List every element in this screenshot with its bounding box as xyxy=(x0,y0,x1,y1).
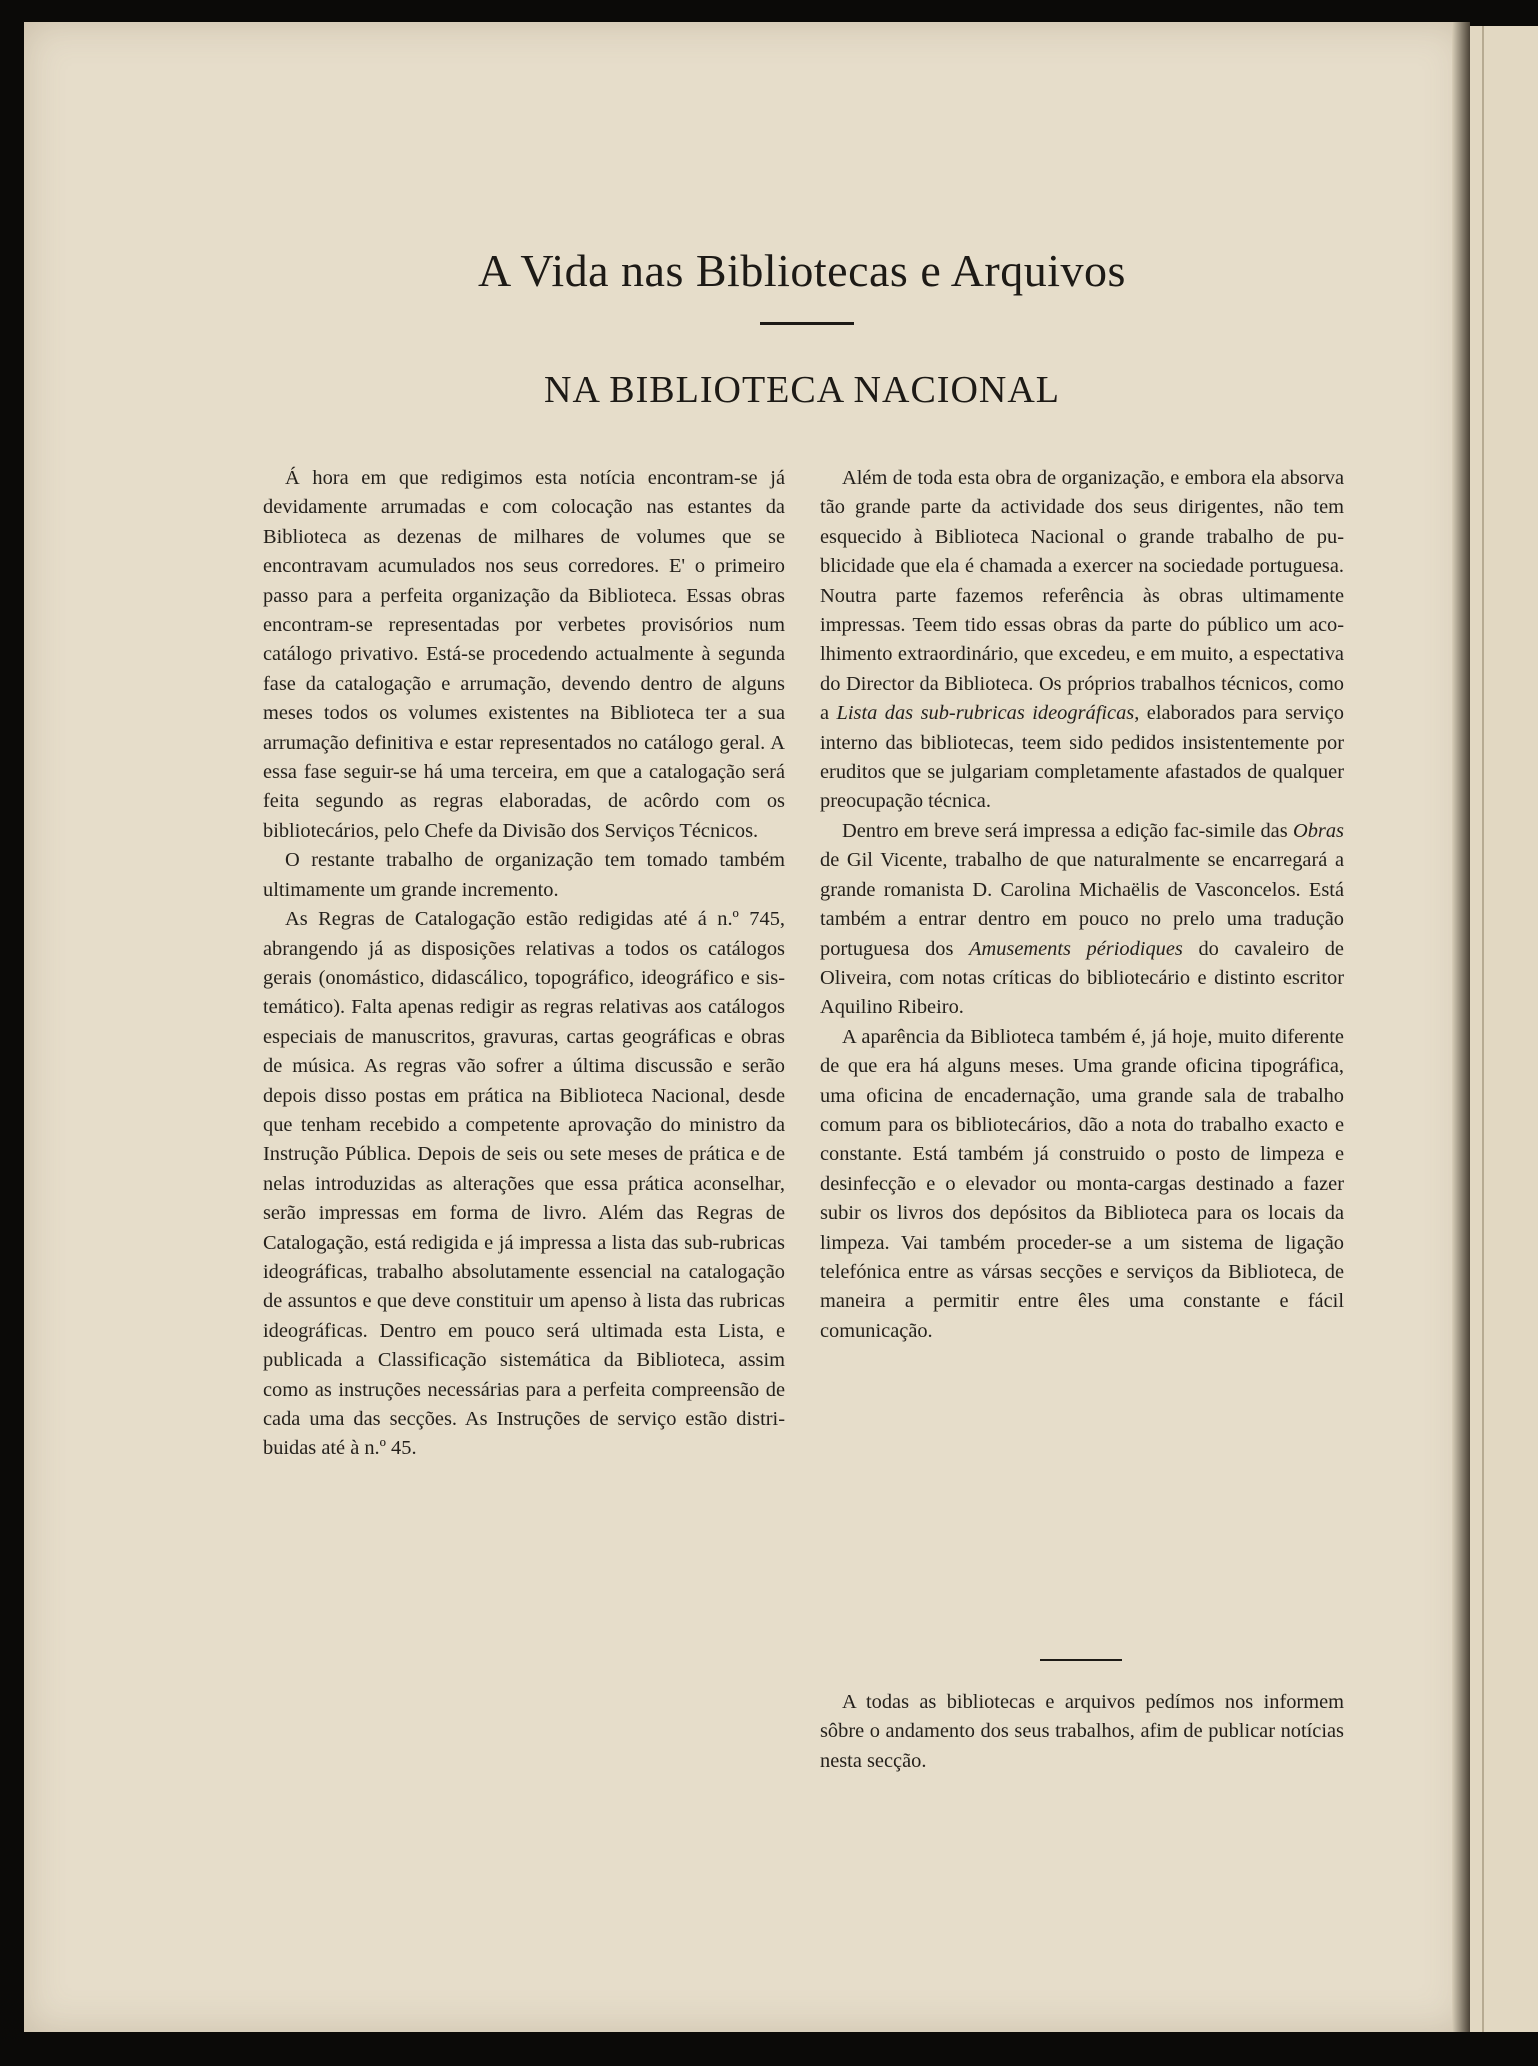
right-paragraph-2-italic-2: Amusements périodiques xyxy=(969,937,1183,960)
right-paragraph-2-end: do cavaleiro de Oliveira, com notas críticas do bibliotecário e distinto escritor Aquilino Ribeiro. xyxy=(820,937,1344,1019)
right-paragraph-2-italic: Obras xyxy=(1293,819,1344,842)
left-paragraph-2: O restante trabalho de organização tem tomado também ultimamente um grande incremento. xyxy=(263,849,785,901)
closing-divider xyxy=(1040,1659,1122,1661)
section-heading: NA BIBLIOTECA NACIONAL xyxy=(544,369,1060,411)
left-paragraph-3: As Regras de Catalogação estão redigidas até á n.º 745, abrangendo já as disposições relativas a todos os catálogos gerais (onomástico, didascálico, topográfico, ideográfico e sistemático). Falta apenas redigir as regras relativas aos catálogos especiais de manuscritos, gravuras, cartas geográficas e obras de música. As regras vão sofrer a última discussão e serão depois disso postas em prática na Biblioteca Nacional, desde que tenham recebido a competente aprovação do ministro da Instrução Pública. Depois de seis ou sete meses de prática e de nelas introduzidas as alterações que essa prática aconselhar, serão impressas em forma de livro. Além das Regras de Catalogação, está redigida e já impressa a lista das sub-rubricas ideográficas, trabalho absolutamente essencial na catalogação de assuntos e que deve constituir um apenso à lista das rubricas ideográficas. Dentro em pouco será ultimada esta Lista, e publicada a Classificação sistemática da Biblioteca, assim como as instruções necessárias para a perfeita compreensão de cada uma das secções. As Instruções de serviço estão distribuidas até à n.º 45. xyxy=(263,908,785,1460)
closing-note: A todas as bibliotecas e arquivos pedímos nos informem sôbre o andamento dos seus trabalhos, afim de publicar notícias nesta secção. xyxy=(820,1691,1344,1772)
title-divider xyxy=(760,322,854,325)
right-paragraph-2 xyxy=(820,817,1344,1023)
page-title: A Vida nas Bibliotecas e Arquivos xyxy=(478,245,1126,296)
left-paragraph-1: Á hora em que redigimos esta notícia encontram-se já devidamente arrumadas e com colocação nas estantes da Biblioteca as dezenas de milhares de volumes que se encontravam acumulados nos seus corredores. E' o primeiro passo para a perfeita organização da Biblioteca. Essas obras encontram-se representadas por verbetes provisórios num catálogo privativo. Está-se procedendo actualmente à segunda fase da catalogação e arrumação, devendo dentro de alguns meses todos os volumes existentes na Biblioteca ter a sua arrumação definitiva e estar representados no catálogo geral. A essa fase seguir-se há uma terceira, em que a catalogação será feita segundo as regras elaboradas, de acôrdo com os bibliotecários, pelo Chefe da Divisão dos Serviços Técnicos. xyxy=(263,467,785,842)
right-paragraph-1-text: Além de toda esta obra de organização, e embora ela absorva tão grande parte da actividade dos seus dirigentes, não tem esquecido à Biblioteca Nacional o grande trabalho de publicidade que ela é chamada a exercer na sociedade portuguesa. Noutra parte fazemos referência às obras ultimamente impressas. Teem tido essas obras da parte do público um acolhimento extraordinário, que excedeu, e em muito, a espectativa do Director da Biblioteca. Os próprios trabalhos técnicos, como a xyxy=(820,467,1344,725)
adjacent-page-fold xyxy=(1482,26,1484,2032)
right-paragraph-1-end: , elaborados para serviço interno das bibliotecas, teem sido pedidos insistentemente por eruditos que se julgariam completamente afastados de qualquer preocupação técnica. xyxy=(820,702,1344,813)
right-paragraph-2-mid: de Gil Vicente, trabalho de que naturalmente se encarregará a grande romanista D. Carolina Michaëlis de Vasconcelos. Está também a entrar dentro em pouco no prelo uma tradução portuguesa dos xyxy=(820,849,1344,960)
adjacent-page-edge xyxy=(1470,26,1538,2032)
right-paragraph-1 xyxy=(820,464,1344,817)
left-column xyxy=(263,464,785,1464)
right-paragraph-1-italic: Lista das sub-rubricas ideográficas xyxy=(836,702,1135,725)
right-paragraph-3: A aparência da Biblioteca também é, já hoje, muito diferente de que era há alguns meses. Uma grande oficina tipográfica, uma oficina de encadernação, uma grande sala de trabalho comum para os bibliotecários, dão a nota do trabalho exacto e constante. Está também já construido o posto de limpeza e desinfecção e o elevador ou monta-cargas destinado a fazer subir os livros dos depósitos da Biblioteca para os locais da limpeza. Vai também proceder-se a um sistema de ligação telefónica entre as vársas secções e serviços da Biblioteca, de maneira a permitir entre êles uma constante e fácil comunicação. xyxy=(820,1025,1344,1342)
right-column xyxy=(820,464,1344,1346)
right-paragraph-2-text: Dentro em breve será impressa a edição fac-simile das xyxy=(842,819,1288,842)
page-spine-shadow xyxy=(1452,22,1470,2032)
